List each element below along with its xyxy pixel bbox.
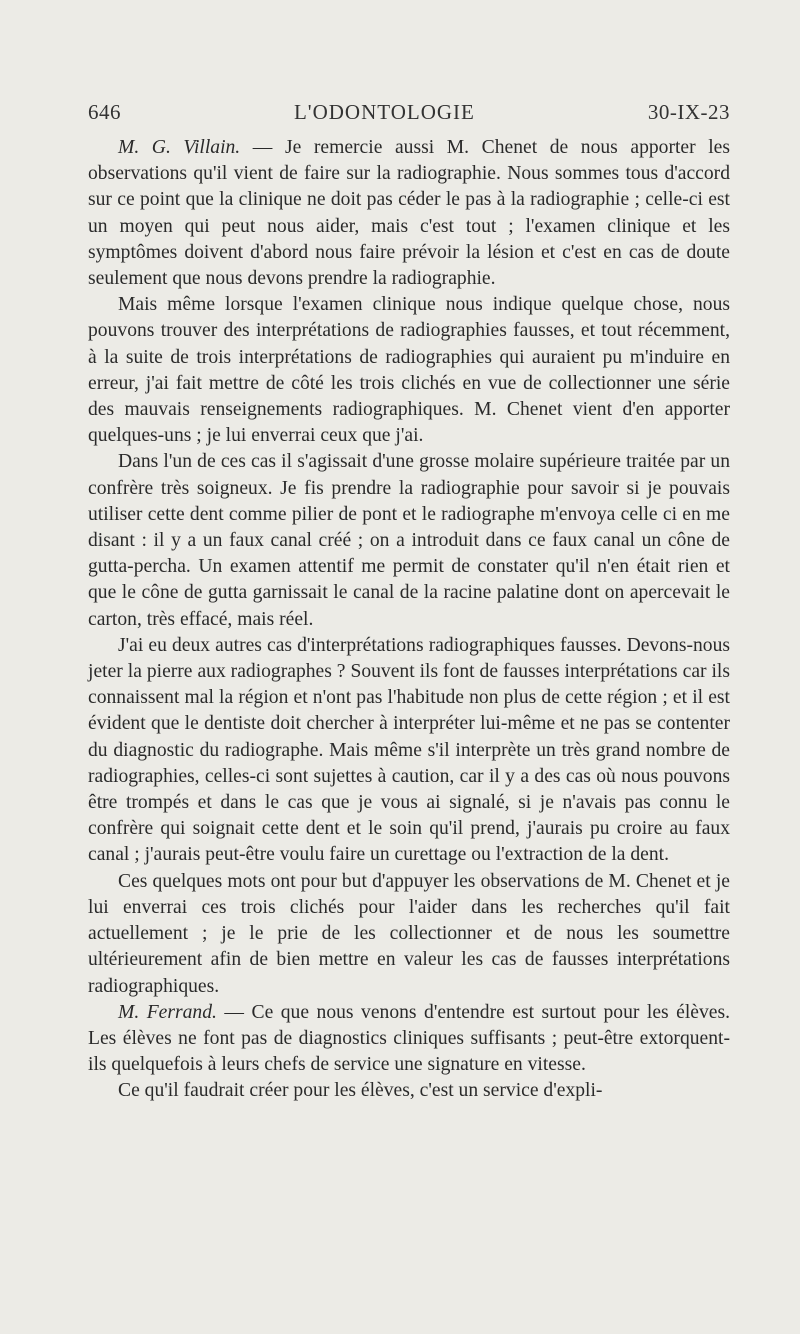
page-number: 646	[88, 100, 121, 124]
paragraph-text: Ce qu'il faudrait créer pour les élèves, c'est un service d'expli-	[118, 1080, 603, 1102]
paragraph-text: Mais même lorsque l'examen clinique nous indique quelque chose, nous pouvons trouver des interprétations de radiographies fausses, et tout récemment, à la suite de trois interprétations de radiographies qui auraient pu m'induire en erreur, j'ai fait mettre de côté les trois clichés en vue de collectionner une série des mauvais renseignements radiographiques. M. Chenet vient d'en apporter quelques-uns ; je lui enverrai ceux que j'ai.	[88, 294, 730, 447]
paragraph	[88, 1000, 730, 1079]
speaker-name: M. G. Villain.	[118, 137, 241, 158]
paragraph	[88, 1078, 730, 1104]
running-header	[88, 100, 730, 125]
paragraph	[88, 633, 730, 869]
paragraph	[88, 449, 730, 632]
paragraph	[88, 135, 730, 292]
paragraph-text: — Je remercie aussi M. Chenet de nous apporter les observations qu'il vient de faire sur la radiographie. Nous sommes tous d'accord sur ce point que la clinique ne doit pas céder le pas à la radiographie ; celle-ci est un moyen qui peut nous aider, mais c'est tout ; l'examen clinique et les symptômes doivent d'abord nous faire prévoir la lésion et c'est en cas de doute seulement que nous devons prendre la radiographie.	[88, 137, 730, 290]
speaker-name: M. Ferrand.	[118, 1001, 217, 1023]
paragraph	[88, 292, 730, 449]
issue-date: 30-IX-23	[647, 100, 730, 124]
paragraph-text: — Ce que nous venons d'entendre est surtout pour les élèves. Les élèves ne font pas de diagnostics cliniques suffisants ; peut-être extorquent-ils quelquefois à leurs chefs de service une signature en vitesse.	[88, 1001, 730, 1076]
paragraph-text: Dans l'un de ces cas il s'agissait d'une grosse molaire supérieure traitée par un confrère très soigneux. Je fis prendre la radiographie pour savoir si je pouvais utiliser cette dent comme pilier de pont et le radiographe m'envoya celle ci en me disant : il y a un faux canal créé ; on a introduit dans ce faux canal un cône de gutta-percha. Un examen attentif me permit de constater qu'il n'en était rien et que le cône de gutta garnissait le canal de la racine palatine dont on apercevait le carton, très effacé, mais réel.	[88, 451, 730, 630]
paragraph-text: Ces quelques mots ont pour but d'appuyer les observations de M. Chenet et je lui enverrai ces trois clichés pour l'aider dans les recherches qu'il fait actuellement ; je le prie de les collectionner et de nous les soumettre ultérieurement afin de bien mettre en valeur les cas de fausses interprétations radiographiques.	[88, 870, 730, 997]
paragraph-text: J'ai eu deux autres cas d'interprétations radiographiques fausses. Devons-nous jeter la pierre aux radiographes ? Souvent ils font de fausses interprétations car ils connaissent mal la région et n'ont pas l'habitude non plus de cette région ; et il est évident que le dentiste doit chercher à interpréter lui-même et ne pas se contenter du diagnostic du radiographe. Mais même s'il interprète un très grand nombre de radiographies, celles-ci sont sujettes à caution, car il y a des cas où nous pouvons être trompés et dans le cas que je vous ai signalé, si je n'avais pas connu le confrère qui soignait cette dent et le soin qu'il prend, j'aurais pu croire au faux canal ; j'aurais peut-être voulu faire un curettage ou l'extraction de la dent.	[88, 634, 730, 866]
paragraph	[88, 869, 730, 1000]
article-body	[88, 135, 730, 1105]
journal-title: L'ODONTOLOGIE	[293, 100, 475, 124]
